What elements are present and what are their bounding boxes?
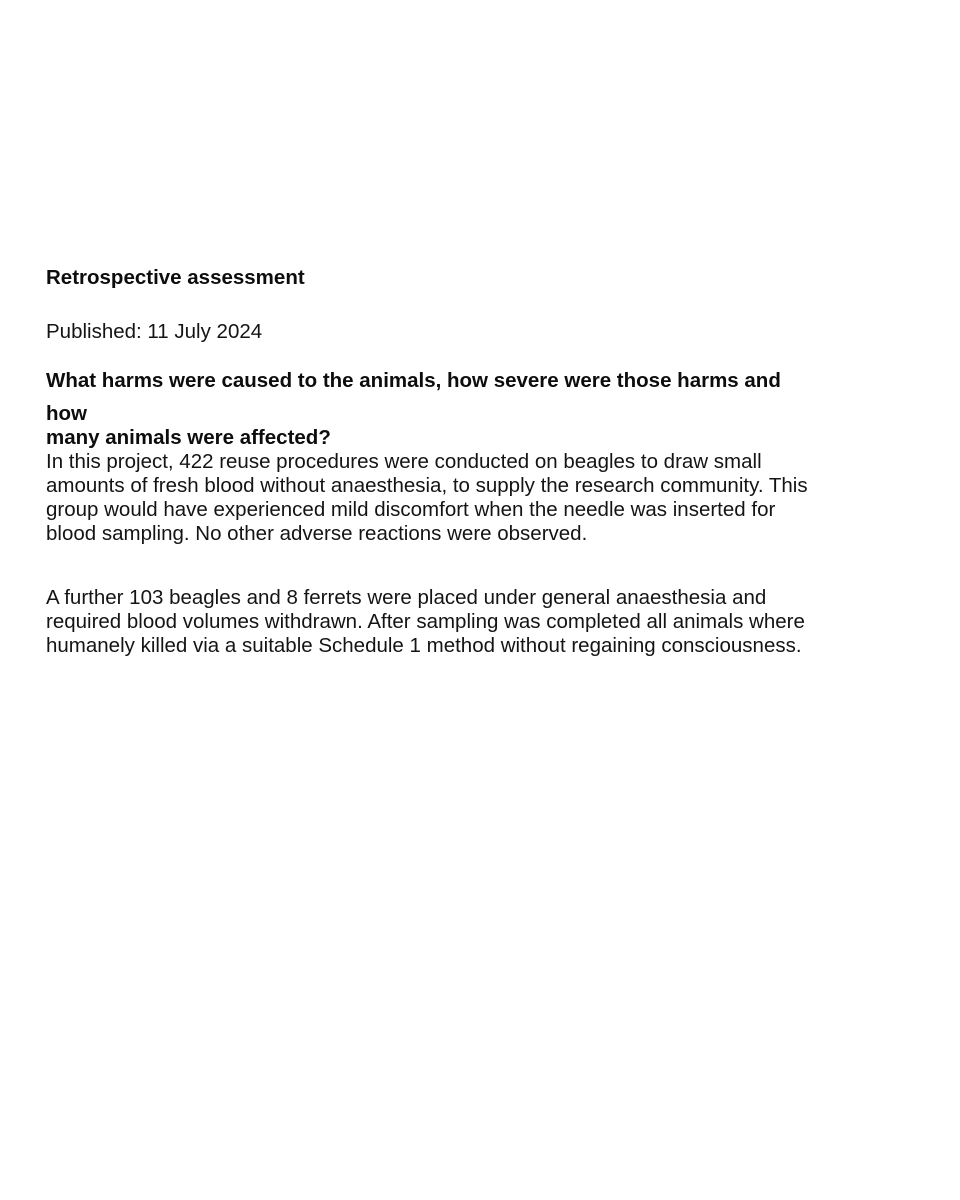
paragraph-line: required blood volumes withdrawn. After sampling was completed all animals where — [46, 610, 805, 633]
question-line: What harms were caused to the animals, how severe were those harms and — [46, 369, 781, 392]
paragraph-line: In this project, 422 reuse procedures were conducted on beagles to draw small — [46, 450, 762, 473]
paragraph-line: amounts of fresh blood without anaesthesia, to supply the research community. This — [46, 474, 808, 497]
section-title: Retrospective assessment — [46, 266, 305, 289]
question-line: many animals were affected? — [46, 426, 331, 449]
paragraph-line: A further 103 beagles and 8 ferrets were placed under general anaesthesia and — [46, 586, 767, 609]
published-date: Published: 11 July 2024 — [46, 320, 263, 343]
paragraph-line: group would have experienced mild discomfort when the needle was inserted for — [46, 498, 776, 521]
paragraph-line: humanely killed via a suitable Schedule 1 method without regaining consciousness. — [46, 634, 802, 657]
paragraph-line: blood sampling. No other adverse reactions were observed. — [46, 522, 588, 545]
question-line: how — [46, 402, 87, 425]
